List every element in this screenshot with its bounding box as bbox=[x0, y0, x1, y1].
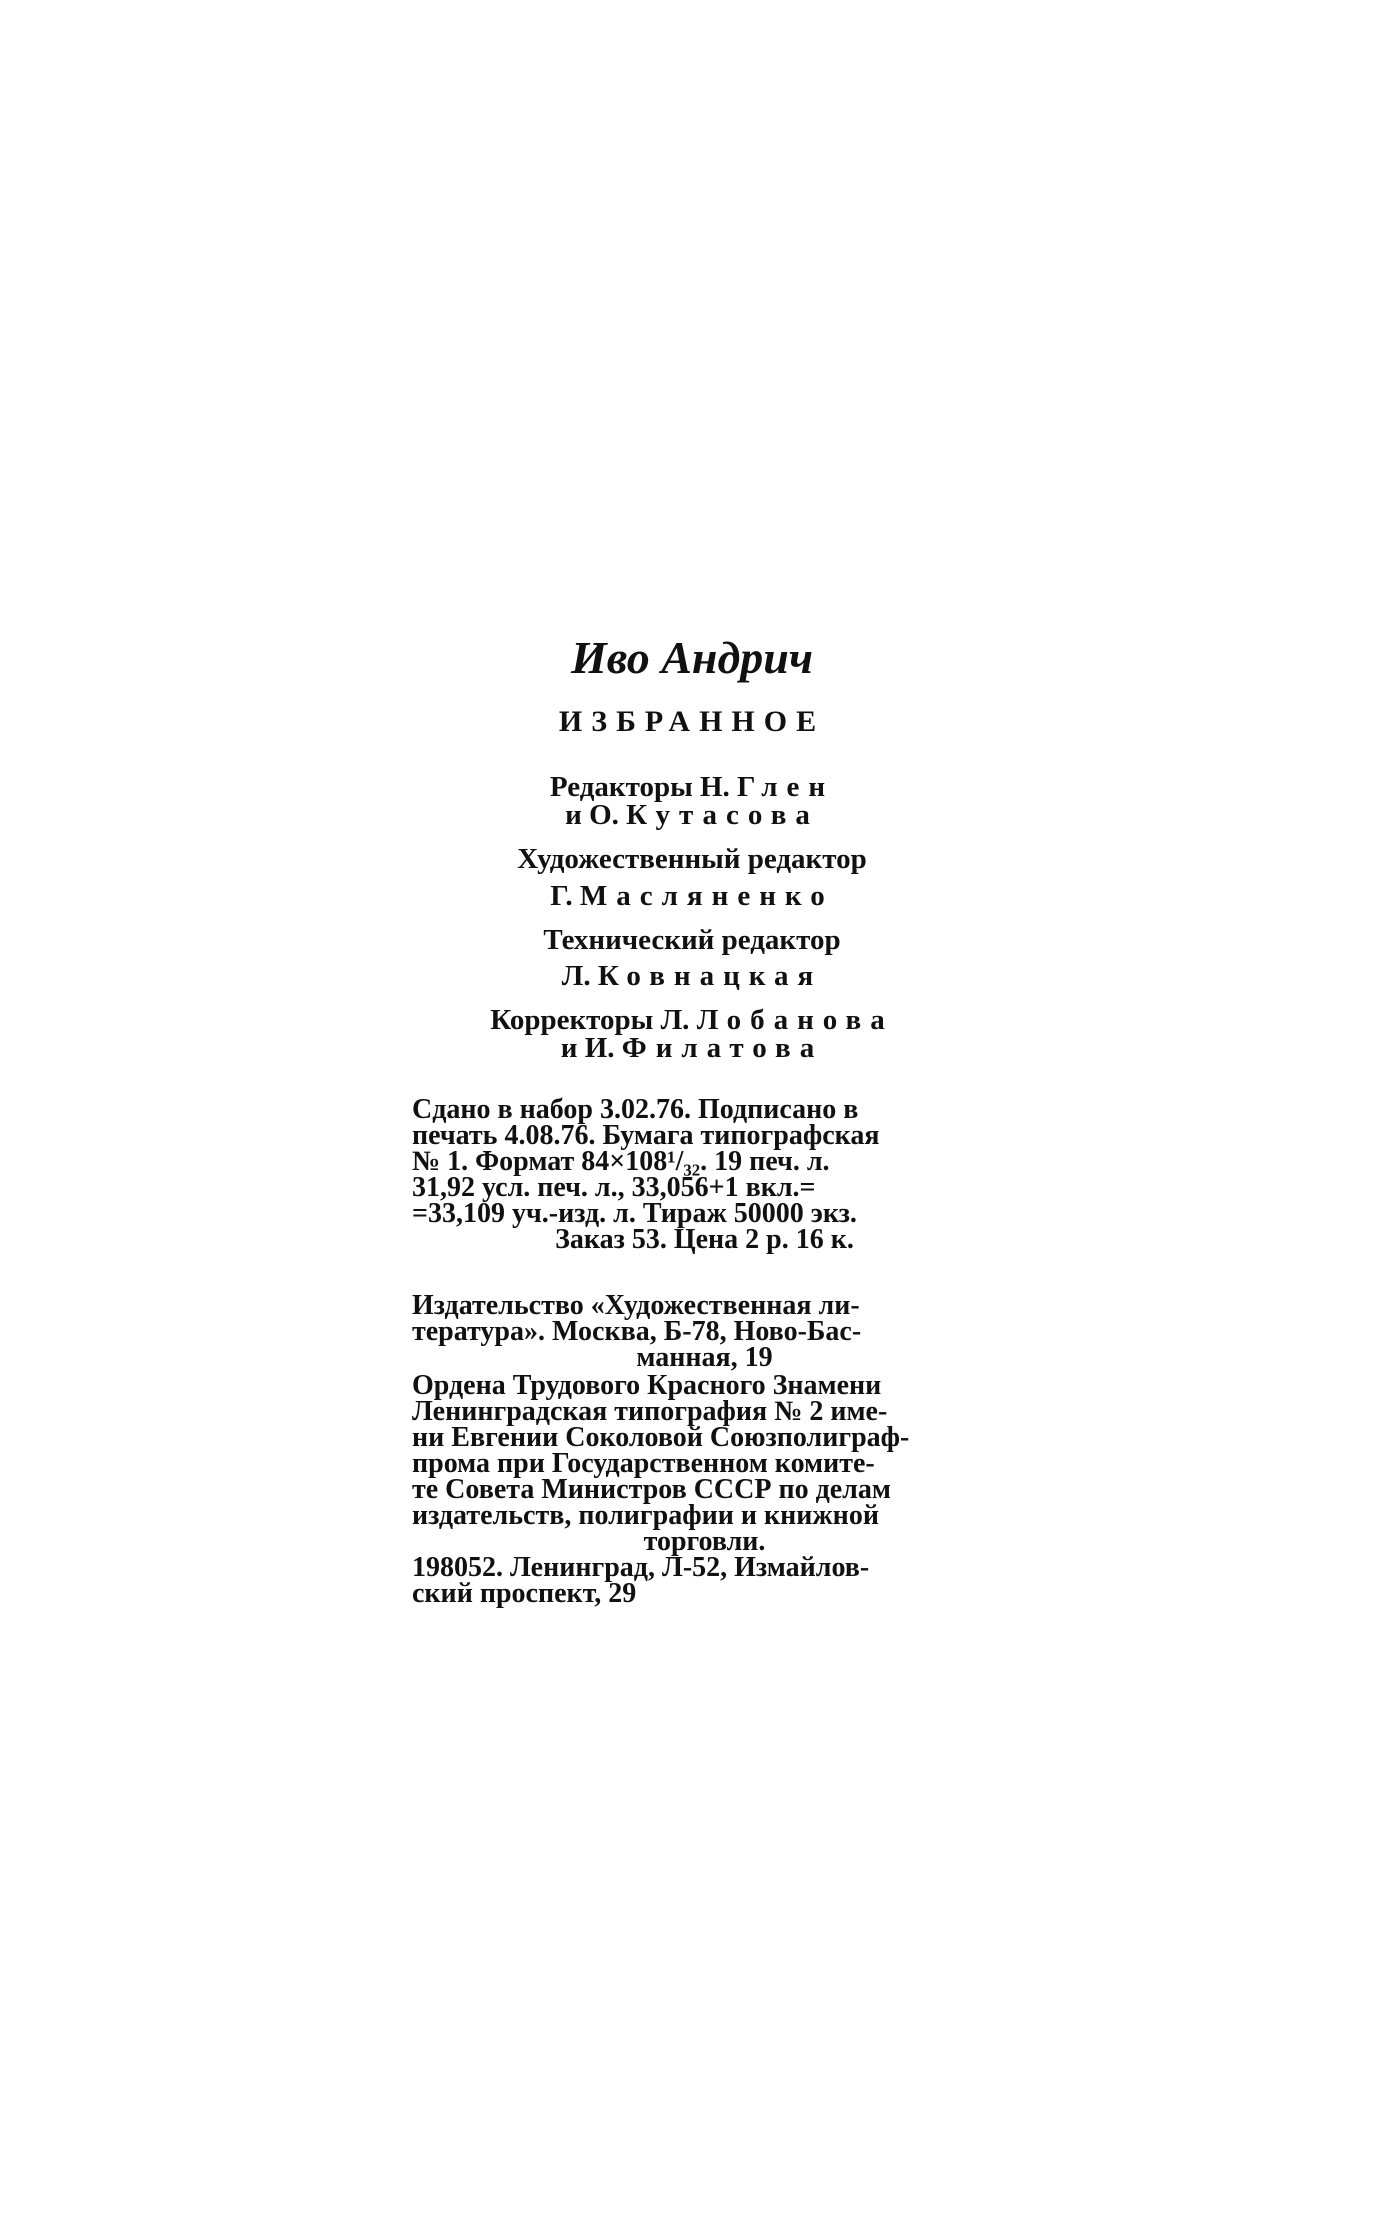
printer-info-line: Ленинградская типография № 2 име- bbox=[412, 1396, 888, 1427]
art-editor-prefix: Г. bbox=[550, 880, 573, 912]
printer-info-line: издательств, полиграфии и книжной bbox=[412, 1500, 879, 1531]
proofreaders-prefix: и И. bbox=[560, 1032, 615, 1064]
proofreaders-line-2 bbox=[0, 1033, 1384, 1063]
editors-label: Редакторы Н. bbox=[549, 771, 730, 803]
printer-address-line: 198052. Ленинград, Л-52, Измайлов- bbox=[412, 1552, 870, 1583]
publisher-info-line: тература». Москва, Б-78, Ново-Бас- bbox=[412, 1316, 862, 1347]
tech-editor-prefix: Л. bbox=[561, 960, 591, 992]
publisher-info-line: манная, 19 bbox=[636, 1342, 773, 1373]
editors-line-1 bbox=[0, 772, 1384, 802]
printing-info-line: =33,109 уч.-изд. л. Тираж 50000 экз. bbox=[412, 1198, 857, 1229]
proofreader-name-2: Филатова bbox=[621, 1032, 824, 1064]
printer-info-line: ни Евгении Соколовой Союзполиграф- bbox=[412, 1422, 910, 1453]
publisher-info-line: Издательство «Художественная ли- bbox=[412, 1290, 860, 1321]
tech-editor-name: Ковнацкая bbox=[597, 960, 823, 992]
printing-info-line: № 1. Формат 84×108¹/₃₂. 19 печ. л. bbox=[412, 1146, 830, 1177]
book-title: ИЗБРАННОЕ bbox=[558, 705, 826, 738]
printing-info-line: 31,92 усл. печ. л., 33,056+1 вкл.= bbox=[412, 1172, 816, 1203]
proofreader-name-1: Лобанова bbox=[696, 1004, 894, 1036]
proofreaders-line-1 bbox=[0, 1005, 1384, 1035]
editors-line-2 bbox=[0, 800, 1384, 830]
printing-info-line: Сдано в набор 3.02.76. Подписано в bbox=[412, 1094, 859, 1125]
printer-info-line: те Совета Министров СССР по делам bbox=[412, 1474, 891, 1505]
printer-info-line: прома при Государственном комите- bbox=[412, 1448, 875, 1479]
publisher-info-block bbox=[412, 1290, 997, 1373]
tech-editor-label: Технический редактор bbox=[543, 924, 841, 956]
printer-address-line: ский проспект, 29 bbox=[412, 1578, 637, 1609]
editor-name-2: Кутасова bbox=[626, 799, 819, 831]
art-editor-label: Художественный редактор bbox=[517, 843, 867, 875]
editor-name-1: Глен bbox=[737, 771, 835, 803]
art-editor-line bbox=[0, 881, 1384, 911]
printing-info-block bbox=[412, 1094, 997, 1255]
art-editor-name: Масляненко bbox=[579, 880, 834, 912]
printer-info-line: Ордена Трудового Красного Знамени bbox=[412, 1370, 882, 1401]
proofreaders-label: Корректоры Л. bbox=[490, 1004, 690, 1036]
printing-info-line: печать 4.08.76. Бумага типографская bbox=[412, 1120, 880, 1151]
editors-prefix: и О. bbox=[565, 799, 619, 831]
author-name: Иво Андрич bbox=[571, 632, 813, 683]
tech-editor-line bbox=[0, 961, 1384, 991]
printer-info-line: торговли. bbox=[643, 1526, 766, 1557]
printer-info-block bbox=[412, 1370, 997, 1609]
printing-info-line: Заказ 53. Цена 2 р. 16 к. bbox=[555, 1224, 854, 1255]
